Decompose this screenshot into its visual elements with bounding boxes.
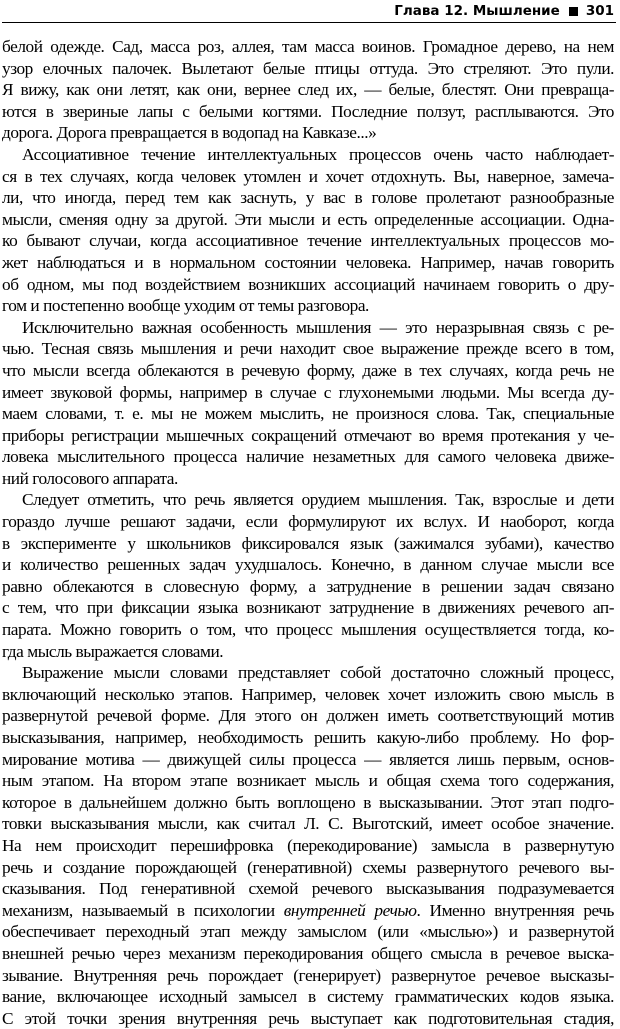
chapter-title: Глава 12. Мышление xyxy=(394,3,560,19)
text-line: что мысли всегда облекаются в речевую форму, даже в тех случаях, когда речь не xyxy=(2,360,614,380)
text-line: дорога. Дорога превращается в водопад на Кавказе...» xyxy=(2,123,377,143)
text-line: ко бывают случаи, когда ассоциативное течение интеллектуальных процессов мо- xyxy=(2,231,614,251)
text-line: ным этапом. На втором этапе возникает мысль и общая схема того содержания, xyxy=(2,771,614,791)
text-line: жет наблюдаться и в нормальном состоянии человека. Например, начав говорить xyxy=(2,252,614,272)
text-line: речь и создание порождающей (генеративной) схемы развернутого речевого вы- xyxy=(2,857,614,877)
text-line: мысли, сменяя одну за другой. Эти мысли и есть определенные ассоциации. Одна- xyxy=(2,209,614,229)
running-header xyxy=(394,0,614,22)
text-line: ли, что иногда, перед тем как заснуть, у вас в голове пролетают разнообразные xyxy=(2,188,614,208)
text-line: белой одежде. Сад, масса роз, аллея, там масса воинов. Громадное дерево, на нем xyxy=(2,37,614,56)
text-line: Я вижу, как они летят, как они, вернее след их, — белые, блестят. Они превраща- xyxy=(2,80,614,100)
text-line: сказывания. Под генеративной схемой речевого высказывания подразумевается xyxy=(2,879,614,899)
text-line: высказывания, например, необходимость решить какую-либо проблему. Но фор- xyxy=(2,728,614,747)
text-line: гом и постепенно вообще уходим от темы разговора. xyxy=(2,296,369,316)
text-line: вание, включающее исходный замысел в систему грамматических кодов языка. xyxy=(2,987,614,1007)
text-line: Исключительно важная особенность мышления — это неразрывная связь с ре- xyxy=(22,317,614,337)
text-line: и количество решенных задач ухудшалось. Конечно, в данном случае мысли все xyxy=(2,555,614,575)
text-line: приборы регистрации мышечных сокращений отмечают во время протекания у че- xyxy=(2,425,614,445)
text-line: Выражение мысли словами представляет собой достаточно сложный процесс, xyxy=(22,663,614,683)
text-segment: механизм, называемый в психологии xyxy=(2,900,284,920)
italic-term: внутренней речью xyxy=(283,900,417,920)
text-line: ся в тех случаях, когда человек утомлен и хочет отдохнуть. Вы, наверное, замеча- xyxy=(2,166,614,186)
text-line: равно облекаются в словесную форму, а затруднение в решении задач связано xyxy=(2,576,614,596)
paragraph-5 xyxy=(2,662,614,1029)
text-line: чью. Тесная связь мышления и речи находит свое выражение прежде всего в том, xyxy=(2,339,614,359)
text-line: об одном, мы под воздействием возникших ассоциаций начинаем говорить о дру- xyxy=(2,274,614,294)
text-line: зывание. Внутренняя речь порождает (генерирует) развернутое речевое высказы- xyxy=(2,965,614,985)
text-line: ний голосового аппарата. xyxy=(2,468,178,488)
text-line: Ассоциативное течение интеллектуальных процессов очень часто наблюдает- xyxy=(22,144,614,164)
text-line: имеет звуковой формы, например в случае с глухонемыми людьми. Мы всегда ду- xyxy=(2,382,614,402)
text-line: обеспечивает переходный этап между замыслом (или «мыслью») и развернутой xyxy=(2,922,614,942)
page-number: 301 xyxy=(585,3,614,19)
text-line: с тем, что при фиксации языка возникают затруднение в движениях речевого ап- xyxy=(2,598,614,618)
page-body xyxy=(2,36,614,1029)
text-line: внешней речью через механизм перекодирования общего смысла в речевое выска- xyxy=(2,943,614,963)
text-line: включающий несколько этапов. Например, человек хочет изложить свою мысль в xyxy=(2,684,614,704)
header-rule xyxy=(2,22,616,23)
text-line: ются в звериные лапы с белыми когтями. Последние ползут, расплываются. Это xyxy=(2,101,614,121)
black-square-icon xyxy=(569,7,578,16)
text-line: которое в дальнейшем должно быть воплощено в высказывании. Этот этап подго- xyxy=(2,792,614,812)
paragraph-3 xyxy=(2,317,614,490)
text-line: Следует отметить, что речь является орудием мышления. Так, взрослые и дети xyxy=(22,490,614,510)
text-line: в эксперименте у школьников фиксировался язык (зажимался зубами), качество xyxy=(2,533,614,553)
paragraph-1 xyxy=(2,36,614,144)
paragraph-4 xyxy=(2,489,614,662)
text-line: мирование мотива — движущей силы процесса — является лишь первым, основ- xyxy=(2,749,614,769)
text-line: ловека мыслительного процесса наличие незаметных для самого человека движе- xyxy=(2,447,614,467)
text-line: гораздо лучше решают задачи, если формулируют их вслух. И наоборот, когда xyxy=(2,512,614,532)
text-line: На нем происходит перешифровка (перекодирование) замысла в развернутую xyxy=(2,835,614,855)
text-segment: . Именно внутренняя речь xyxy=(416,900,614,920)
text-line: развернутой речевой форме. Для этого он должен иметь соответствующий мотив xyxy=(2,706,614,726)
text-line: гда мысль выражается словами. xyxy=(2,641,224,661)
text-line: С этой точки зрения внутренняя речь выступает как подготовительная стадия, xyxy=(2,1008,614,1028)
paragraph-2 xyxy=(2,144,614,317)
text-line: товки высказывания мысли, как считал Л. С. Выготский, имеет особое значение. xyxy=(2,814,614,834)
text-line xyxy=(2,900,614,922)
text-line: узор елочных палочек. Вылетают белые птицы оттуда. Это стреляют. Это пули. xyxy=(2,58,614,78)
text-line: маем словами, т. е. мы не можем мыслить, не произнося слова. Так, специальные xyxy=(2,404,614,424)
text-line: парата. Можно говорить о том, что процесс мышления осуществляется тогда, ко- xyxy=(2,620,614,640)
